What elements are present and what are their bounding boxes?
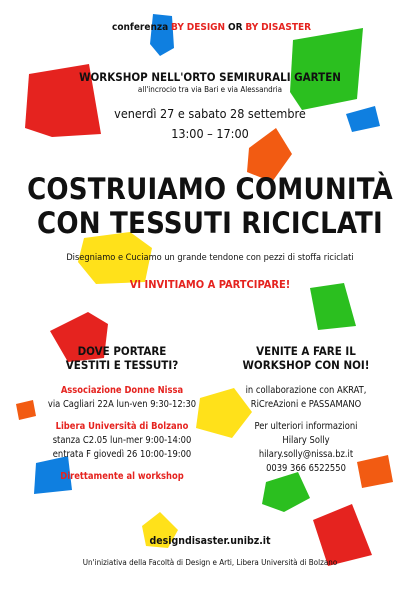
invite-text: VI INVITIAMO A PARTCIPARE!	[129, 278, 291, 291]
direct-workshop: Direttamente al workshop	[60, 471, 184, 482]
website-link[interactable]: designdisaster.unibz.it	[149, 535, 271, 547]
headline-line-2: CON TESSUTI RICICLATI	[37, 206, 383, 240]
brand-design: DESIGN	[186, 22, 226, 33]
brand-by: BY	[171, 22, 184, 33]
blue-fabric-shape	[150, 14, 174, 56]
collab-line-1: in collaborazione con AKRAT,	[245, 385, 367, 396]
workshop-time: 13:00 – 17:00	[171, 126, 249, 141]
orange-fabric-shape	[16, 400, 36, 420]
left-heading-line-2: VESTITI E TESSUTI?	[65, 358, 179, 372]
right-heading-line-1: VENITE A FARE IL	[256, 344, 356, 358]
brand-disaster: DISASTER	[261, 22, 312, 33]
workshop-dates: venerdì 27 e sabato 28 settembre	[114, 106, 306, 121]
org1-address: via Cagliari 22A lun-ven 9:30-12:30	[47, 399, 197, 410]
brand-by-2: BY	[245, 22, 259, 33]
description: Disegniamo e Cuciamo un grande tendone con pezzi di stoffa riciclati	[66, 252, 354, 263]
left-heading-line-1: DOVE PORTARE	[77, 344, 167, 358]
right-heading-line-2: WORKSHOP CON NOI!	[242, 358, 370, 372]
conference-label: conferenza	[112, 22, 169, 33]
workshop-title: WORKSHOP NELL'ORTO SEMIRURALI GARTEN	[79, 70, 341, 84]
workshop-location: all'incrocio tra via Bari e via Alessandria	[137, 85, 283, 94]
headline-line-1: COSTRUIAMO COMUNITÀ	[27, 172, 393, 206]
info-name: Hilary Solly	[282, 435, 330, 446]
footer-credit: Un'iniziativa della Facoltà di Design e Arti, Libera Università di Bolzano	[82, 558, 338, 567]
org2-line-1: stanza C2.05 lun-mer 9:00-14:00	[52, 435, 192, 446]
green-fabric-shape	[262, 472, 310, 512]
conference-header	[112, 22, 311, 33]
org2-name: Libera Università di Bolzano	[55, 421, 189, 432]
org1-name: Associazione Donne Nissa	[60, 385, 184, 396]
green-fabric-shape	[290, 28, 363, 110]
brand-or: OR	[227, 22, 243, 33]
info-line-1: Per ulteriori informazioni	[254, 421, 358, 432]
collab-line-2: RiCreAzioni e PASSAMANO	[250, 399, 362, 410]
org2-line-2: entrata F giovedì 26 10:00-19:00	[52, 449, 192, 460]
info-phone: 0039 366 6522550	[266, 463, 346, 474]
info-email: hilary.solly@nissa.bz.it	[258, 449, 354, 460]
